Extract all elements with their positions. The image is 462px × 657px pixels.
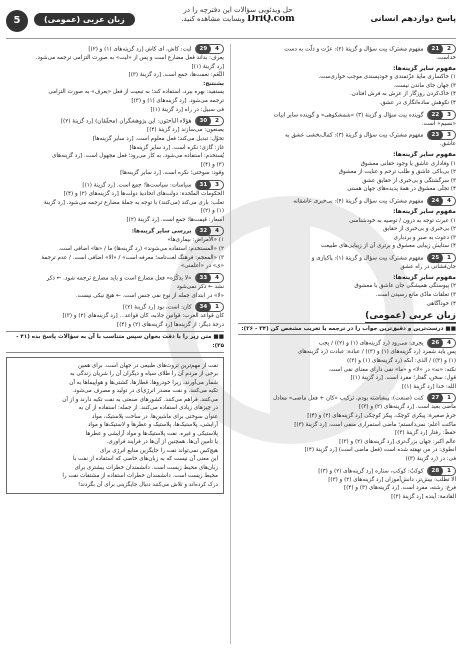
- section-instruction: ■■ درست‌ترین و دقیق‌ترین جواب را در ترجمه یا تعریب مشخص کن (۳۴ - ۲۶):: [238, 323, 456, 336]
- question-33: 33 4 «لا یذکُرُه» فعل مضارع است و باید مضارع ترجمه شود. ← ذکر نشد ← ذکر نمی‌شود «لا» در ابتدای جمله از نوع نفی جنس است. ← هیچ نیکی نیست.: [46, 274, 224, 299]
- publisher-note-line-2-text: وبسایت مشاهده کنید.: [181, 15, 245, 23]
- question-23: 23 3 مفهوم مشترک بیت سؤال و گزینهٔ (۳): کمال‌بخشی عشق به عاشق. مفهوم سایر گزینه‌ها: ۱) وفاداری عاشق یا وجود حقانی معشوق ۲) بی‌باکی عاشق و طلب ترحم و عنایت از معشوق ۳) سرگشتگی و بی‌خبری از حقایق عشق ۴) تجلّی معشوق در همهٔ پدیده‌های جهان هستی: [285, 132, 456, 193]
- right-column: [238, 44, 456, 652]
- publisher-note-line-2: [178, 15, 298, 24]
- question-25: 25 1 مفهوم مشترک بیت سؤال و گزینهٔ (۱): پاکبازی و جان‌فشانی در راه عشق مفهوم سایر گزینه‌ها: ۲) پیوستگی همیشگی جان عاشق با معشوق ۳) تعلقات مادّی مانع رسیدن است. ۴) خودآگاهی: [311, 255, 456, 307]
- publisher-note: [178, 6, 298, 34]
- question-22: 22 3 گوینده بیت سؤال و گزینهٔ (۳) «شمشکوهی» و گوینده سایر ابیات «نسیم» است.: [273, 111, 456, 127]
- reading-instruction: ■■ متن زیر را با دقت بخوان سپس متناسب با آن به سؤالات پاسخ بده (۴۱ - ۳۵):: [6, 331, 224, 352]
- column-divider: [230, 44, 231, 644]
- question-27: 27 1 کنت (صنعت): پیشاشته بودم، ترکیب «کان + فعل ماضی» معادل ماضی بعید است. [رد گزینه‌های (۲) و (۳)] جرمٔ صغیرهٔ: پیکری کوچک، پیکر کوچکی [رد گزینه‌های (۲) و (۴)] ماکنت أعلم: نمی‌دانستم؛ ماضی استمراری منفی است. [رد گزینهٔ (۳)] حفظٌ: رفتار [رد گزینهٔ (۳)] عالم أکبر: جهان بزرگ‌تری [رد گزینه‌های (۲) و (۳)] انطوی: در من نهفته شده است (فعل ماضی است) [رد گزینهٔ (۴)] فی: در (رد گزینهٔ (۳)): [273, 395, 456, 463]
- question-34: 34 1 کان: است، بود [رد گزینهٔ (۲)] کان قواعد الغرب: قوانین جاذبه، کان قواعد... [رد گزینه‌های (۲) و (۳)] درجهٔ دیگر: از گزینه‌ها [رد گزینه‌های (۲) و (۴)]: [62, 304, 224, 328]
- question-28: 28 1 کوکبٌ: کوکب، ستاره [رد گزینه‌های (۲) و (۳)] ألا تطلب: بیش‌تر، دانش‌آموزان [رد گزینه‌های (۲) و (۳)] فرغ: رشته، مفرد است. [رد گزینه‌های (۳) و (۴)] القادمة: آینده [رد گزینهٔ (۳)]: [318, 467, 456, 500]
- header-divider: [6, 38, 456, 39]
- answer-key-title: پاسخ دوازدهم انسانی: [370, 14, 456, 23]
- publisher-note-line-1: حل ویدئویی سؤالات این دفترچه را در: [183, 6, 293, 14]
- question-30: 30 2 هؤلاء الباحثون: این پژوهشگران (محقّقان) [رد گزینهٔ (۲)] یصنعون: می‌سازند [رد گزینهٔ (۴)] تحوّل: تبدیل می‌کند؛ فعل معلوم است. [رد سایر گزینه‌ها] غاز: گازی؛ نکره است. [رد سایر گزینه‌ها] یُستخدم: استفاده می‌شود، به کار می‌رود؛ فعل مجهول است. [رد گزینه‌های (۳) و (۴)] وقود: سوختی؛ نکره است. [رد سایر گزینه‌ها]: [52, 118, 224, 177]
- question-21: 21 2 مفهوم مشترک بیت سؤال و گزینهٔ (۲): عزّت و ذلّت به دست خداست. مفهوم سایر گزینه‌ها: ۱) خاکساری مایهٔ عزّتمندی و خودپسندی موجب خواری‌ست. ۳) جهان جای ماندن نیست. ۴) خاک‌کردن روزگار از عرش به فرش افتادن. ۴) نکوهش ساده‌انگاری در عشق.: [284, 46, 456, 107]
- section-title-arabic: زبان عربی (عمومی): [365, 311, 456, 322]
- question-29: 29 4 لیت: کاش، ای کاش [رد گزینه‌های (۱) و (۲)] یعرف: بداند فعل مضارع است و پس از «لیت» به صورت التزامی ترجمه می‌شود. [رد گزینهٔ (۱)] النِّعَم: نعمت‌ها، جمع است. [رد گزینهٔ (۳)] بشنتنج: یستفيد: بهره ببرد، استفاده کند؛ به تبعیت از فعل «یعرف» به صورت التزامی ترجمه می‌شود. [رد گزینه‌های (۱) و (۳)] فی سبیل: در راه [رد گزینهٔ (۱)]: [35, 46, 224, 113]
- page-header: [6, 4, 456, 38]
- header-left: [6, 10, 166, 32]
- subject-pill: زبان عربی (عمومی): [34, 13, 135, 26]
- page-number: 5: [6, 10, 28, 32]
- question-24: 24 4 مفهوم مشترک بیت سؤال و گزینهٔ (۴): بی‌خبری عاشقانه مفهوم سایر گزینه‌ها: ۱) عبرت توجه به درون / توصیه به خودشناسی ۲) بی‌خبری و بی‌خبری از حقایق ۳) دعوت به صبر و بردباری ۴) ستایش زیبایی معشوق و برتری آن از زیبایی‌های طبیعت: [293, 198, 456, 250]
- question-32: 32 4 بررسی سایر گزینه‌ها: ۱) «الأمراض: بیماری‌ها» ۲) «المستخدم: استفاده می‌شوند» (رد گزینه‌ها) ما / «ها» اضافی است. ۳) «المعجم: فرهنگ لغت‌نامه؛ معرفه است» / «الا» اضافی است. / عدم ترجمهٔ «ی» در «أعلمنی»: [41, 228, 224, 270]
- left-column: [6, 44, 224, 652]
- reading-passage-box: نفت از مهم‌ترین ثروت‌های طبیعی در جهان است. برای همین برخی از مردم آن را طلای سیاه و دیگران آن را شریان زندگی به شمار می‌آورند، زیرا خودروها، قطارها، کشتی‌ها و هواپیماها به آن تکیه می‌کنند. و نفت مصدر انرژی‌ای در تولید و مصرف می‌شود. می‌کنند. فراهم می‌کنند. کشورهای صنعتی به نفت تکیه دارند و از آن در چیزهای زیادی استفاده می‌کنند. از جمله: استفاده از آن به عنوان سوختی برای ماشین‌ها. در ساخت پلاستیک، مواد آرایشی، پلاستیک‌ها، پلاستیک و عطرها و لاستیک‌ها و مواد پلاستیکی و غیره. نفت پلاستیک‌ها و مواد آرایشی و عطرها یا تأمین آن‌ها. همچنین از آن‌ها در فرایند فراوری. هیچ‌کس نمی‌تواند نفت را جایگزین منابع انرژی برای این معنی آن نیست که به زبان‌های خاصی که استفاده از نفت با زبان‌های محیط زیست است. دانشمندان خطرات بیشتری برای محیط زیست است. دانشمندان خطرات استفاده از مشتقات نفت را درک کرده‌اند و تلاش می‌کنند دنبال جایگزینی برای آن بگردند!: [6, 357, 224, 495]
- question-31: 31 3 سیاسات: سیاست‌ها؛ جمع است. [رد گزینهٔ (۱)] الحکومات المتّحدة: دولت‌های اتحادیهٔ دولت‌ها [رد گزینه‌های (۲) و (۴)] تعلّب: باری می‌کند (می‌کنند) با توجه به جملهٔ مضارع ترجمه می‌شود. [رد گزینهٔ (۱) و (۲)] أسعار: قیمت‌ها؛ جمع است. [رد گزینهٔ (۲)]: [43, 181, 224, 223]
- question-26: 26 4 یجری: می‌رود (رد گزینه‌های (۱) و (۲)) / یجب پس باید شمرد (رد گزینه‌های (۱) و (۳)) / عبادة: عبادت (رد گزینه‌های (۱) و (۳)) / الذی: آنکه (رد گزینه‌های (۱) و (۳)) نکته: «نه» در «لا» و «ما» نفی دارای معنای نفی است. قول: سخن، گفتار؛ مفرد است. [رد گزینهٔ (۱)] الله: خدا [رد گزینهٔ (۱)]: [297, 340, 456, 390]
- publisher-site: DriQ.com: [247, 15, 295, 24]
- question-badge: 21 2: [427, 44, 456, 54]
